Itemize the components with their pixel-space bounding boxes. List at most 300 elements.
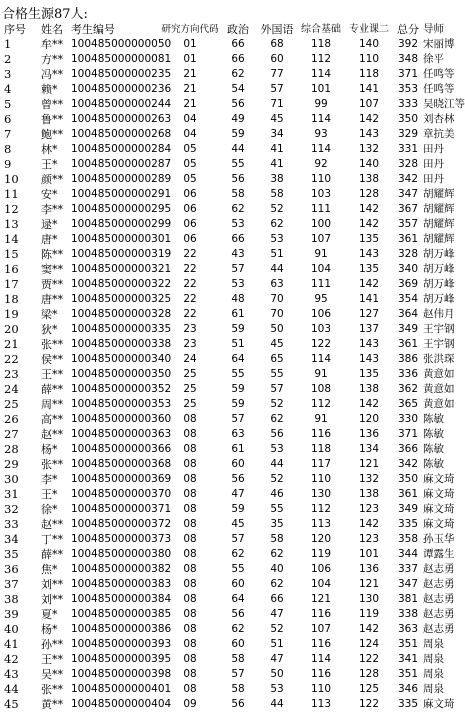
row-direction-code: 08 xyxy=(183,443,197,455)
row-index: 1 xyxy=(4,37,12,51)
row-index: 4 xyxy=(4,82,12,96)
row-foreign-language-score: 52 xyxy=(270,398,284,410)
row-tutor: 陈敏 xyxy=(423,413,444,425)
row-politics-score: 64 xyxy=(231,353,245,365)
row-name: 逯* xyxy=(41,218,58,231)
row-tutor: 田丹 xyxy=(423,158,444,170)
row-direction-code: 08 xyxy=(183,518,197,530)
row-tutor: 麻文琦 xyxy=(423,518,455,530)
header-tutor: 导师 xyxy=(423,22,444,35)
row-name: 杨* xyxy=(41,623,58,636)
row-name: 孙** xyxy=(41,638,63,651)
row-total-score: 330 xyxy=(397,413,419,425)
row-foreign-language-score: 51 xyxy=(270,248,284,260)
table-row xyxy=(2,562,460,577)
row-direction-code: 08 xyxy=(183,533,197,545)
row-politics-score: 48 xyxy=(231,293,245,305)
row-direction-code: 21 xyxy=(183,68,197,80)
row-tutor: 黄意如 xyxy=(423,368,455,380)
row-candidate-id: 100485000000050 xyxy=(71,38,172,50)
row-foreign-language-score: 53 xyxy=(270,233,284,245)
row-foreign-language-score: 55 xyxy=(270,503,284,515)
row-name: 吴** xyxy=(41,668,63,681)
table-row xyxy=(2,547,460,562)
table-row xyxy=(2,232,460,247)
row-candidate-id: 100485000000395 xyxy=(71,653,172,665)
row-candidate-id: 100485000000284 xyxy=(71,143,172,155)
row-total-score: 336 xyxy=(397,368,419,380)
row-major-course-two-score: 143 xyxy=(358,353,380,365)
row-candidate-id: 100485000000398 xyxy=(71,668,172,680)
row-total-score: 328 xyxy=(397,158,419,170)
row-major-course-two-score: 121 xyxy=(358,578,380,590)
row-major-course-two-score: 123 xyxy=(358,503,380,515)
row-total-score: 351 xyxy=(397,668,419,680)
row-direction-code: 25 xyxy=(183,383,197,395)
row-politics-score: 55 xyxy=(231,368,245,380)
row-major-course-two-score: 107 xyxy=(358,98,380,110)
row-major-course-two-score: 141 xyxy=(358,293,380,305)
row-major-course-two-score: 128 xyxy=(358,668,380,680)
row-politics-score: 62 xyxy=(231,203,245,215)
row-foreign-language-score: 57 xyxy=(270,383,284,395)
row-index: 41 xyxy=(4,637,19,651)
row-candidate-id: 100485000000371 xyxy=(71,503,172,515)
row-tutor: 宋丽博 xyxy=(423,38,455,50)
row-politics-score: 66 xyxy=(231,53,245,65)
row-major-course-two-score: 110 xyxy=(358,53,380,65)
row-comprehensive-basics-score: 111 xyxy=(310,278,332,290)
row-direction-code: 08 xyxy=(183,653,197,665)
row-foreign-language-score: 70 xyxy=(270,293,284,305)
row-foreign-language-score: 50 xyxy=(270,323,284,335)
row-comprehensive-basics-score: 106 xyxy=(310,563,332,575)
row-direction-code: 08 xyxy=(183,578,197,590)
row-index: 32 xyxy=(4,502,19,516)
row-name: 高** xyxy=(41,413,63,426)
row-major-course-two-score: 135 xyxy=(358,368,380,380)
row-politics-score: 57 xyxy=(231,413,245,425)
header-comprehensive-basics: 综合基础 xyxy=(301,23,341,35)
row-foreign-language-score: 44 xyxy=(270,263,284,275)
row-major-course-two-score: 140 xyxy=(358,38,380,50)
row-total-score: 340 xyxy=(397,263,419,275)
row-comprehensive-basics-score: 95 xyxy=(314,293,328,305)
table-row xyxy=(2,322,460,337)
row-index: 13 xyxy=(4,217,19,231)
header-name: 姓名 xyxy=(41,22,63,36)
row-candidate-id: 100485000000383 xyxy=(71,578,172,590)
row-direction-code: 05 xyxy=(183,173,197,185)
row-foreign-language-score: 62 xyxy=(270,218,284,230)
row-comprehensive-basics-score: 100 xyxy=(310,218,332,230)
row-politics-score: 57 xyxy=(231,263,245,275)
row-tutor: 麻文琦 xyxy=(423,473,455,485)
row-name: 刘** xyxy=(41,593,63,606)
row-name: 张** xyxy=(41,338,63,351)
row-total-score: 342 xyxy=(397,173,419,185)
row-comprehensive-basics-score: 120 xyxy=(310,533,332,545)
row-tutor: 田丹 xyxy=(423,173,444,185)
row-index: 42 xyxy=(4,652,19,666)
header-major-course-two: 专业课二 xyxy=(349,23,389,35)
row-politics-score: 56 xyxy=(231,698,245,710)
row-tutor: 陈敏 xyxy=(423,458,444,470)
row-total-score: 349 xyxy=(397,503,419,515)
row-index: 21 xyxy=(4,337,19,351)
row-tutor: 黄意如 xyxy=(423,398,455,410)
row-comprehensive-basics-score: 110 xyxy=(310,683,332,695)
row-total-score: 341 xyxy=(397,653,419,665)
row-foreign-language-score: 40 xyxy=(270,563,284,575)
row-total-score: 371 xyxy=(397,428,419,440)
row-index: 23 xyxy=(4,367,19,381)
row-tutor: 谭露生 xyxy=(423,548,455,560)
row-foreign-language-score: 47 xyxy=(270,653,284,665)
row-tutor: 赵伟月 xyxy=(423,308,455,320)
row-name: 李* xyxy=(41,473,58,486)
row-comprehensive-basics-score: 114 xyxy=(310,143,332,155)
row-comprehensive-basics-score: 107 xyxy=(310,233,332,245)
row-tutor: 王宇钢 xyxy=(423,323,455,335)
row-candidate-id: 100485000000325 xyxy=(71,293,172,305)
row-politics-score: 56 xyxy=(231,98,245,110)
row-politics-score: 59 xyxy=(231,398,245,410)
row-foreign-language-score: 65 xyxy=(270,353,284,365)
header-index: 序号 xyxy=(4,22,26,36)
row-foreign-language-score: 56 xyxy=(270,428,284,440)
admission-table xyxy=(2,21,465,712)
row-total-score: 363 xyxy=(397,623,419,635)
header-direction-code: 研究方向代码 xyxy=(161,23,219,35)
row-candidate-id: 100485000000369 xyxy=(71,473,172,485)
row-total-score: 357 xyxy=(397,218,419,230)
row-foreign-language-score: 44 xyxy=(270,458,284,470)
row-direction-code: 08 xyxy=(183,638,197,650)
table-row xyxy=(2,517,460,532)
table-row xyxy=(2,652,460,667)
row-name: 张** xyxy=(41,458,63,471)
row-name: 牟** xyxy=(41,38,63,51)
table-row xyxy=(2,52,460,67)
row-foreign-language-score: 58 xyxy=(270,188,284,200)
row-tutor: 陈敏 xyxy=(423,443,444,455)
row-comprehensive-basics-score: 103 xyxy=(310,323,332,335)
row-major-course-two-score: 122 xyxy=(358,653,380,665)
row-politics-score: 58 xyxy=(231,683,245,695)
row-name: 颜** xyxy=(41,173,63,186)
row-total-score: 367 xyxy=(397,203,419,215)
row-index: 12 xyxy=(4,202,19,216)
row-politics-score: 60 xyxy=(231,458,245,470)
table-row xyxy=(2,637,460,652)
row-tutor: 徐平 xyxy=(423,53,444,65)
row-total-score: 329 xyxy=(397,128,419,140)
row-name: 王* xyxy=(41,158,58,171)
row-foreign-language-score: 35 xyxy=(270,518,284,530)
row-major-course-two-score: 132 xyxy=(358,143,380,155)
row-tutor: 胡耀辉 xyxy=(423,218,455,230)
row-name: 薛** xyxy=(41,548,63,561)
row-foreign-language-score: 41 xyxy=(270,158,284,170)
row-name: 方** xyxy=(41,53,63,66)
row-total-score: 347 xyxy=(397,578,419,590)
row-foreign-language-score: 53 xyxy=(270,443,284,455)
row-index: 44 xyxy=(4,682,19,696)
row-candidate-id: 100485000000268 xyxy=(71,128,172,140)
table-row xyxy=(2,697,460,712)
row-politics-score: 62 xyxy=(231,548,245,560)
row-index: 25 xyxy=(4,397,19,411)
row-total-score: 346 xyxy=(397,683,419,695)
row-candidate-id: 100485000000368 xyxy=(71,458,172,470)
table-row xyxy=(2,352,460,367)
row-name: 唐* xyxy=(41,233,58,246)
row-politics-score: 58 xyxy=(231,653,245,665)
row-total-score: 348 xyxy=(397,53,419,65)
row-politics-score: 59 xyxy=(231,128,245,140)
row-foreign-language-score: 50 xyxy=(270,668,284,680)
row-index: 5 xyxy=(4,97,12,111)
row-index: 10 xyxy=(4,172,19,186)
row-direction-code: 23 xyxy=(183,323,197,335)
row-politics-score: 47 xyxy=(231,488,245,500)
row-candidate-id: 100485000000352 xyxy=(71,383,172,395)
row-comprehensive-basics-score: 116 xyxy=(310,608,332,620)
row-index: 33 xyxy=(4,517,19,531)
row-tutor: 麻文琦 xyxy=(423,503,455,515)
row-name: 丁** xyxy=(41,533,63,546)
row-index: 37 xyxy=(4,577,19,591)
row-comprehensive-basics-score: 112 xyxy=(310,53,332,65)
row-major-course-two-score: 143 xyxy=(358,248,380,260)
row-name: 薛** xyxy=(41,383,63,396)
row-direction-code: 06 xyxy=(183,188,197,200)
row-major-course-two-score: 123 xyxy=(358,533,380,545)
row-index: 28 xyxy=(4,442,19,456)
table-row xyxy=(2,682,460,697)
row-comprehensive-basics-score: 107 xyxy=(310,623,332,635)
table-row xyxy=(2,532,460,547)
row-comprehensive-basics-score: 113 xyxy=(310,698,332,710)
row-total-score: 353 xyxy=(397,83,419,95)
row-comprehensive-basics-score: 91 xyxy=(314,248,328,260)
row-politics-score: 66 xyxy=(231,38,245,50)
row-total-score: 333 xyxy=(397,98,419,110)
row-total-score: 364 xyxy=(397,308,419,320)
row-foreign-language-score: 51 xyxy=(270,638,284,650)
row-name: 焦* xyxy=(41,563,58,576)
row-politics-score: 61 xyxy=(231,308,245,320)
row-comprehensive-basics-score: 112 xyxy=(310,398,332,410)
row-foreign-language-score: 41 xyxy=(270,143,284,155)
row-total-score: 350 xyxy=(397,473,419,485)
row-comprehensive-basics-score: 114 xyxy=(310,68,332,80)
row-candidate-id: 100485000000081 xyxy=(71,53,172,65)
table-row xyxy=(2,217,460,232)
row-total-score: 369 xyxy=(397,278,419,290)
row-comprehensive-basics-score: 122 xyxy=(310,338,332,350)
row-major-course-two-score: 135 xyxy=(358,263,380,275)
row-direction-code: 01 xyxy=(183,38,197,50)
row-major-course-two-score: 140 xyxy=(358,158,380,170)
row-tutor: 胡耀辉 xyxy=(423,188,455,200)
row-name: 鲁** xyxy=(41,113,63,126)
row-major-course-two-score: 125 xyxy=(358,683,380,695)
row-tutor: 胡耀辉 xyxy=(423,233,455,245)
row-candidate-id: 100485000000299 xyxy=(71,218,172,230)
row-politics-score: 59 xyxy=(231,503,245,515)
row-major-course-two-score: 142 xyxy=(358,218,380,230)
row-tutor: 刘杏林 xyxy=(423,113,455,125)
table-row xyxy=(2,607,460,622)
row-foreign-language-score: 77 xyxy=(270,68,284,80)
row-candidate-id: 100485000000287 xyxy=(71,158,172,170)
row-foreign-language-score: 63 xyxy=(270,278,284,290)
row-index: 6 xyxy=(4,112,12,126)
row-total-score: 386 xyxy=(397,353,419,365)
row-total-score: 331 xyxy=(397,143,419,155)
row-candidate-id: 100485000000385 xyxy=(71,608,172,620)
table-row xyxy=(2,37,460,52)
row-foreign-language-score: 44 xyxy=(270,698,284,710)
row-name: 夏* xyxy=(41,608,58,621)
row-direction-code: 08 xyxy=(183,548,197,560)
row-total-score: 362 xyxy=(397,383,419,395)
row-politics-score: 62 xyxy=(231,623,245,635)
row-comprehensive-basics-score: 116 xyxy=(310,668,332,680)
row-index: 34 xyxy=(4,532,19,546)
row-comprehensive-basics-score: 112 xyxy=(310,503,332,515)
row-index: 22 xyxy=(4,352,19,366)
row-name: 黄** xyxy=(41,698,63,711)
row-candidate-id: 100485000000370 xyxy=(71,488,172,500)
row-tutor: 胡万峰 xyxy=(423,248,455,260)
row-foreign-language-score: 46 xyxy=(270,488,284,500)
row-total-score: 328 xyxy=(397,248,419,260)
row-direction-code: 22 xyxy=(183,278,197,290)
row-politics-score: 57 xyxy=(231,668,245,680)
table-row xyxy=(2,277,460,292)
row-comprehensive-basics-score: 116 xyxy=(310,428,332,440)
row-comprehensive-basics-score: 117 xyxy=(310,458,332,470)
row-major-course-two-score: 138 xyxy=(358,488,380,500)
row-direction-code: 08 xyxy=(183,608,197,620)
row-politics-score: 63 xyxy=(231,428,245,440)
row-comprehensive-basics-score: 104 xyxy=(310,263,332,275)
row-direction-code: 22 xyxy=(183,293,197,305)
header-politics: 政治 xyxy=(227,22,249,36)
row-tutor: 赵志勇 xyxy=(423,578,455,590)
row-tutor: 胡万峰 xyxy=(423,293,455,305)
row-direction-code: 06 xyxy=(183,203,197,215)
table-row xyxy=(2,502,460,517)
table-row xyxy=(2,82,460,97)
row-direction-code: 01 xyxy=(183,53,197,65)
row-total-score: 365 xyxy=(397,398,419,410)
row-index: 27 xyxy=(4,427,19,441)
row-index: 29 xyxy=(4,457,19,471)
row-comprehensive-basics-score: 111 xyxy=(310,203,332,215)
row-candidate-id: 100485000000366 xyxy=(71,443,172,455)
row-total-score: 347 xyxy=(397,188,419,200)
row-comprehensive-basics-score: 114 xyxy=(310,653,332,665)
row-major-course-two-score: 120 xyxy=(358,413,380,425)
table-row xyxy=(2,367,460,382)
row-direction-code: 25 xyxy=(183,398,197,410)
row-direction-code: 23 xyxy=(183,338,197,350)
row-politics-score: 53 xyxy=(231,218,245,230)
row-politics-score: 51 xyxy=(231,338,245,350)
row-candidate-id: 100485000000319 xyxy=(71,248,172,260)
row-candidate-id: 100485000000295 xyxy=(71,203,172,215)
row-tutor: 章抗美 xyxy=(423,128,455,140)
row-direction-code: 08 xyxy=(183,428,197,440)
row-foreign-language-score: 53 xyxy=(270,683,284,695)
row-foreign-language-score: 60 xyxy=(270,53,284,65)
row-major-course-two-score: 142 xyxy=(358,623,380,635)
row-comprehensive-basics-score: 101 xyxy=(310,83,332,95)
row-tutor: 胡耀辉 xyxy=(423,203,455,215)
row-name: 赵** xyxy=(41,518,63,531)
row-candidate-id: 100485000000393 xyxy=(71,638,172,650)
row-major-course-two-score: 142 xyxy=(358,113,380,125)
row-major-course-two-score: 142 xyxy=(358,518,380,530)
table-header-row xyxy=(2,21,460,37)
row-index: 20 xyxy=(4,322,19,336)
row-foreign-language-score: 45 xyxy=(270,113,284,125)
row-politics-score: 45 xyxy=(231,518,245,530)
row-direction-code: 22 xyxy=(183,263,197,275)
row-direction-code: 05 xyxy=(183,158,197,170)
row-tutor: 麻文琦 xyxy=(423,698,455,710)
row-direction-code: 08 xyxy=(183,488,197,500)
row-candidate-id: 100485000000363 xyxy=(71,428,172,440)
row-comprehensive-basics-score: 114 xyxy=(310,113,332,125)
row-total-score: 335 xyxy=(397,698,419,710)
row-major-course-two-score: 127 xyxy=(358,308,380,320)
row-comprehensive-basics-score: 104 xyxy=(310,578,332,590)
row-tutor: 周泉 xyxy=(423,653,444,665)
row-name: 窦** xyxy=(41,263,63,276)
row-index: 7 xyxy=(4,127,12,141)
table-row xyxy=(2,397,460,412)
row-tutor: 张洪琛 xyxy=(423,353,455,365)
row-index: 14 xyxy=(4,232,19,246)
row-politics-score: 61 xyxy=(231,443,245,455)
row-name: 王** xyxy=(41,368,63,381)
row-direction-code: 22 xyxy=(183,308,197,320)
row-politics-score: 44 xyxy=(231,143,245,155)
row-major-course-two-score: 136 xyxy=(358,563,380,575)
row-comprehensive-basics-score: 91 xyxy=(314,368,328,380)
row-foreign-language-score: 52 xyxy=(270,623,284,635)
row-candidate-id: 100485000000289 xyxy=(71,173,172,185)
row-major-course-two-score: 141 xyxy=(358,83,380,95)
row-total-score: 335 xyxy=(397,518,419,530)
row-foreign-language-score: 68 xyxy=(270,38,284,50)
row-candidate-id: 100485000000360 xyxy=(71,413,172,425)
row-direction-code: 06 xyxy=(183,233,197,245)
row-total-score: 344 xyxy=(397,548,419,560)
row-tutor: 麻文琦 xyxy=(423,488,455,500)
row-direction-code: 04 xyxy=(183,113,197,125)
row-politics-score: 60 xyxy=(231,578,245,590)
row-comprehensive-basics-score: 116 xyxy=(310,638,332,650)
row-direction-code: 21 xyxy=(183,83,197,95)
row-major-course-two-score: 142 xyxy=(358,203,380,215)
row-tutor: 赵志勇 xyxy=(423,608,455,620)
